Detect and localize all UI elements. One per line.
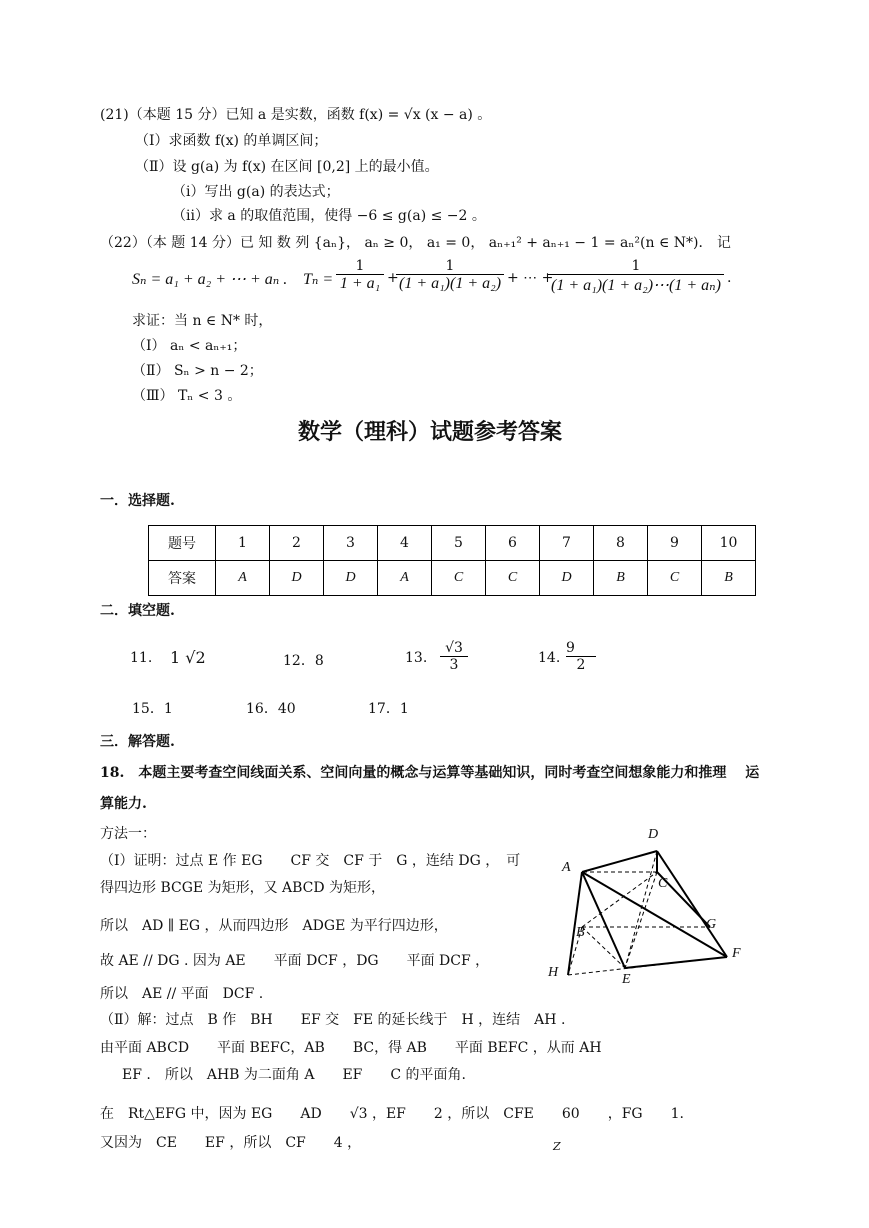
q21-line3: （Ⅱ）设 g(a) 为 f(x) 在区间 [0,2] 上的最小值。 [135, 159, 439, 175]
table-answer-label: 答案 [149, 561, 216, 596]
q18-line4: 故 AE // DG . 因为 AE 平面 DCF ，DG 平面 DCF ， [100, 953, 490, 969]
q18-line7: 由平面 ABCD 平面 BEFC，AB BC，得 AB 平面 BEFC ，从而 AH [100, 1040, 602, 1056]
q22-tn-term1-num: 1 [355, 258, 365, 274]
label-G: G [706, 917, 717, 932]
q21-line2: （Ⅰ）求函数 f(x) 的单调区间； [135, 133, 328, 149]
answer-table [148, 525, 756, 596]
q18-line9: 在 Rt△EFG 中，因为 EG AD √3 ，EF 2 ，所以 CFE 60 ，FG 1. [100, 1106, 684, 1122]
edge-AF [582, 872, 727, 957]
q18-line3: 所以 AD ∥ EG ，从而四边形 ADGE 为平行四边形， [100, 918, 448, 934]
q22-tn-end: . [727, 270, 732, 286]
q22-part2: （Ⅱ） Sₙ > n − 2； [132, 363, 263, 379]
table-number: 1 [216, 526, 270, 561]
label-A: A [562, 860, 571, 875]
q21-line1: (21)（本题 15 分）已知 a 是实数，函数 f(x) = √x (x − a) 。 [100, 107, 492, 123]
table-number: 2 [270, 526, 324, 561]
edge-DF [657, 851, 727, 957]
table-number: 10 [702, 526, 756, 561]
q22-line1: （22）（本 题 14 分）已 知 数 列 {aₙ}， aₙ ≥ 0， a₁ = 0， aₙ₊₁² + aₙ₊₁ − 1 = aₙ²(n ∈ N*)． 记 [100, 235, 731, 251]
q22-tn-term2-num: 1 [445, 258, 455, 274]
edge-DE [625, 851, 657, 968]
q22-tn-term3-num: 1 [631, 258, 641, 274]
table-number: 5 [432, 526, 486, 561]
edge-AD [582, 851, 657, 872]
fill-13-num: √3 [445, 640, 463, 656]
edge-AH [568, 872, 582, 975]
table-header-label: 题号 [149, 526, 216, 561]
edge-AE [582, 872, 625, 968]
fill-13-den: 3 [440, 656, 468, 673]
fill-16: 16．40 [246, 701, 296, 717]
q22-tn-term1 [336, 258, 384, 293]
label-D: D [648, 827, 659, 842]
table-answer: D [540, 561, 594, 596]
table-answer: C [486, 561, 540, 596]
q18-line5: 所以 AE // 平面 DCF . [100, 986, 264, 1002]
q18-line6: （Ⅱ）解：过点 B 作 BH EF 交 FE 的延长线于 H ，连结 AH . [100, 1012, 566, 1028]
table-answer: C [648, 561, 702, 596]
table-row-answers [149, 561, 756, 596]
table-number: 4 [378, 526, 432, 561]
table-answer: A [216, 561, 270, 596]
table-answer: D [324, 561, 378, 596]
table-number: 3 [324, 526, 378, 561]
section-solution: 三．解答题. [100, 734, 175, 750]
table-answer: B [702, 561, 756, 596]
table-number: 8 [594, 526, 648, 561]
fill-15: 15．1 [132, 701, 173, 717]
q22-prove: 求证：当 n ∈ N* 时， [132, 313, 273, 329]
label-F: F [732, 946, 741, 961]
edge-HF [568, 957, 727, 975]
label-C: C [658, 876, 668, 891]
fill-11-value: 1 √2 [170, 648, 206, 667]
q18-intro1: 18. 本题主要考查空间线面关系、空间向量的概念与运算等基础知识，同时考查空间想象能力和推理 运 [100, 765, 760, 781]
stray-mark: Z [553, 1140, 561, 1153]
q22-tn-lhs: Tₙ = [303, 271, 334, 288]
q22-tn-term1-den: 1 + a₁ [336, 274, 384, 293]
q18-method: 方法一： [100, 826, 156, 842]
fill-11-label: 11. [130, 650, 153, 666]
q22-tn-mid: + ⋯ + [507, 270, 554, 286]
q21-line5: （ii）求 a 的取值范围，使得 −6 ≤ g(a) ≤ −2 。 [172, 208, 486, 224]
q18-line8: EF . 所以 AHB 为二面角 A EF C 的平面角. [122, 1067, 466, 1083]
fill-17: 17．1 [368, 701, 409, 717]
fill-14-label: 14. [538, 650, 561, 666]
table-answer: D [270, 561, 324, 596]
q22-tn-term2-den: (1 + a₁)(1 + a₂) [396, 274, 504, 293]
page-title: 数学（理科）试题参考答案 [298, 419, 563, 445]
q22-tn-term2 [396, 258, 504, 293]
section-fill: 二．填空题. [100, 603, 175, 619]
q18-line2: 得四边形 BCGE 为矩形，又 ABCD 为矩形， [100, 880, 386, 896]
table-answer: C [432, 561, 486, 596]
q22-tn-plus1: + [387, 270, 399, 286]
q18-line10: 又因为 CE EF ，所以 CF 4 ， [100, 1135, 362, 1151]
section-choice: 一．选择题. [100, 493, 175, 509]
edge-CE [625, 872, 657, 968]
q21-line4: （i）写出 g(a) 的表达式； [172, 184, 340, 200]
q18-intro2: 算能力. [100, 796, 147, 812]
q22-sn: Sₙ = a₁ + a₂ + ⋯ + aₙ . [132, 271, 288, 288]
fill-14-num: 9 [566, 640, 575, 656]
table-number: 7 [540, 526, 594, 561]
q22-tn-term3 [548, 258, 724, 295]
label-H: H [548, 965, 559, 980]
fill-12: 12．8 [283, 653, 324, 669]
q22-tn-term3-den: (1 + a₁)(1 + a₂)⋯(1 + aₙ) [548, 274, 724, 295]
fill-13-frac [440, 640, 468, 673]
fill-13-label: 13. [405, 650, 428, 666]
table-answer: A [378, 561, 432, 596]
q18-line1: （Ⅰ）证明：过点 E 作 EG CF 交 CF 于 G ，连结 DG ， 可 [100, 853, 521, 869]
table-answer: B [594, 561, 648, 596]
geometry-figure [540, 820, 750, 990]
fill-14-den: 2 [566, 656, 596, 673]
table-number: 9 [648, 526, 702, 561]
fill-14-frac [566, 640, 596, 673]
q22-part3: （Ⅲ） Tₙ < 3 。 [132, 388, 242, 404]
table-number: 6 [486, 526, 540, 561]
q22-part1: （Ⅰ） aₙ < aₙ₊₁； [132, 338, 247, 354]
edge-BE [582, 927, 625, 968]
label-B: B [576, 925, 585, 940]
table-row-numbers [149, 526, 756, 561]
label-E: E [622, 972, 631, 987]
